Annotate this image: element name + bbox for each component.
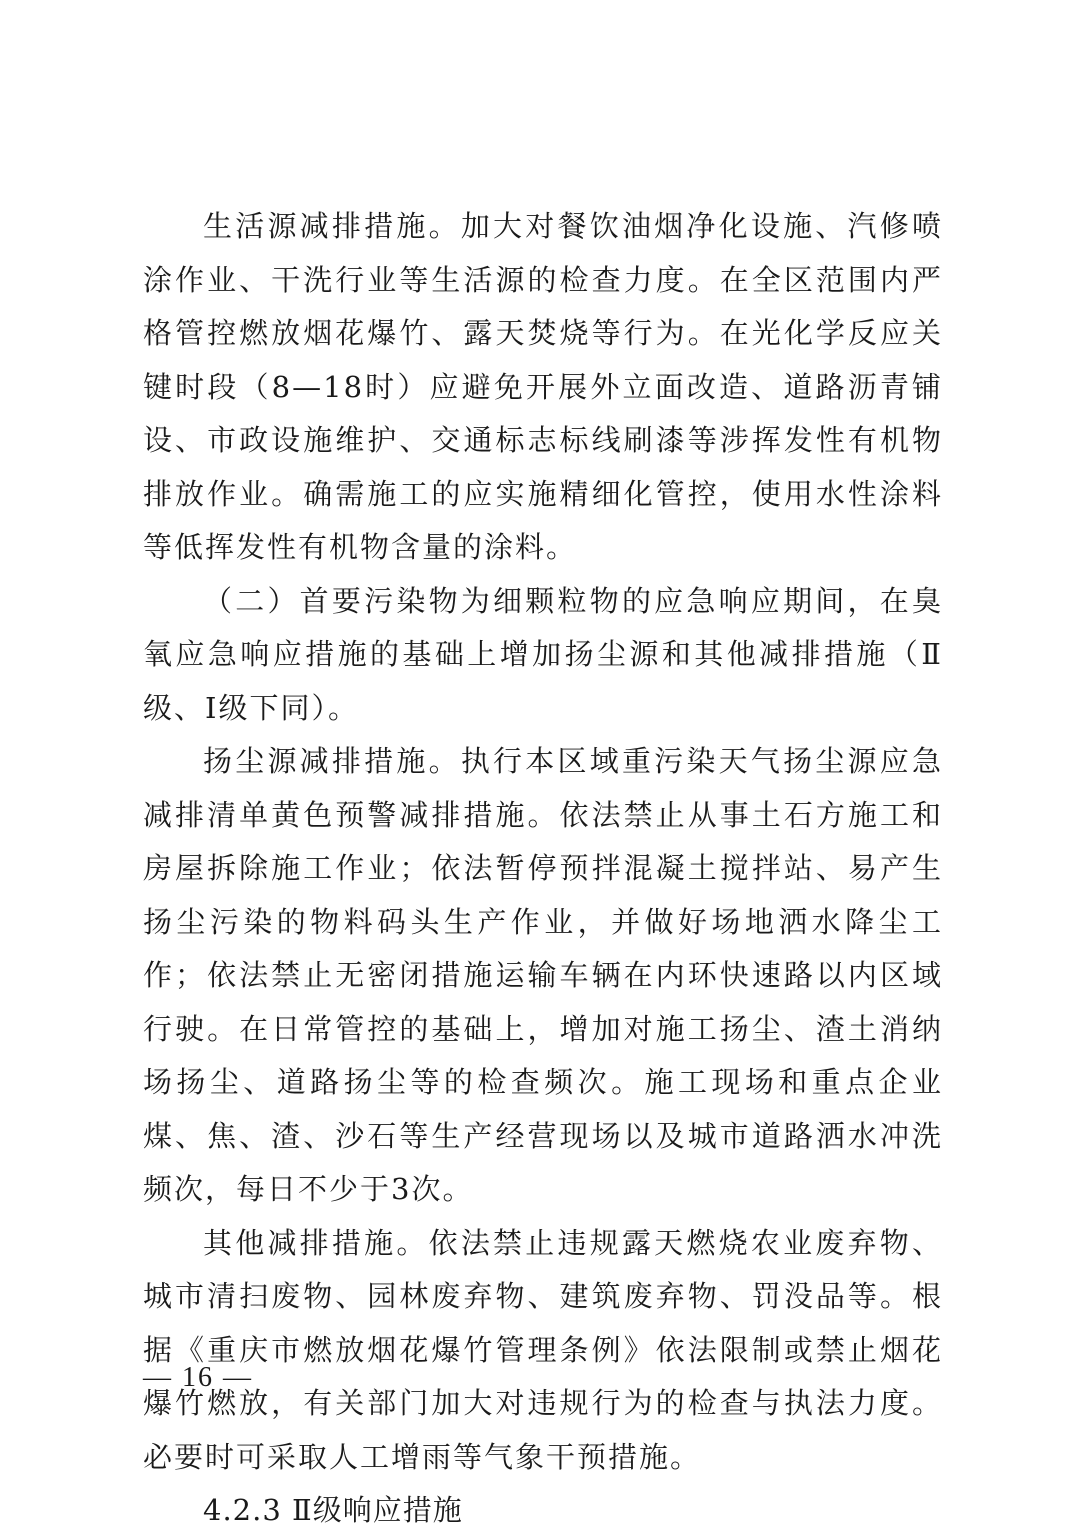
paragraph-domestic-source-measures: 生活源减排措施。加大对餐饮油烟净化设施、汽修喷涂作业、干洗行业等生活源的检查力度。在全区范围内严格管控燃放烟花爆竹、露天焚烧等行为。在光化学反应关键时段（8—18时）应避免开展外立面改造、道路沥青铺设、市政设施维护、交通标志标线刷漆等涉挥发性有机物排放作业。确需施工的应实施精细化管控，使用水性涂料等低挥发性有机物含量的涂料。 bbox=[143, 209, 943, 564]
section-heading: 4.2.3 Ⅱ级响应措施 bbox=[203, 1493, 463, 1527]
page-number: — 16 — bbox=[143, 1362, 253, 1393]
paragraph-dust-source-measures: 扬尘源减排措施。执行本区域重污染天气扬尘源应急减排清单黄色预警减排措施。依法禁止从事土石方施工和房屋拆除施工作业；依法暂停预拌混凝土搅拌站、易产生扬尘污染的物料码头生产作业，并做好场地洒水降尘工作；依法禁止无密闭措施运输车辆在内环快速路以内区域行驶。在日常管控的基础上，增加对施工扬尘、渣土消纳场扬尘、道路扬尘等的检查频次。施工现场和重点企业煤、焦、渣、沙石等生产经营现场以及城市道路洒水冲洗频次，每日不少于3次。 bbox=[143, 744, 943, 1206]
paragraph-pm25-response: （二）首要污染物为细颗粒物的应急响应期间，在臭氧应急响应措施的基础上增加扬尘源和其他减排措施（Ⅱ级、Ⅰ级下同）。 bbox=[143, 583, 943, 725]
paragraph-other-measures: 其他减排措施。依法禁止违规露天燃烧农业废弃物、城市清扫废物、园林废弃物、建筑废弃物、罚没品等。根据《重庆市燃放烟花爆竹管理条例》依法限制或禁止烟花爆竹燃放，有关部门加大对违规行为的检查与执法力度。必要时可采取人工增雨等气象干预措施。 bbox=[143, 1225, 943, 1474]
document-body bbox=[143, 200, 943, 1538]
